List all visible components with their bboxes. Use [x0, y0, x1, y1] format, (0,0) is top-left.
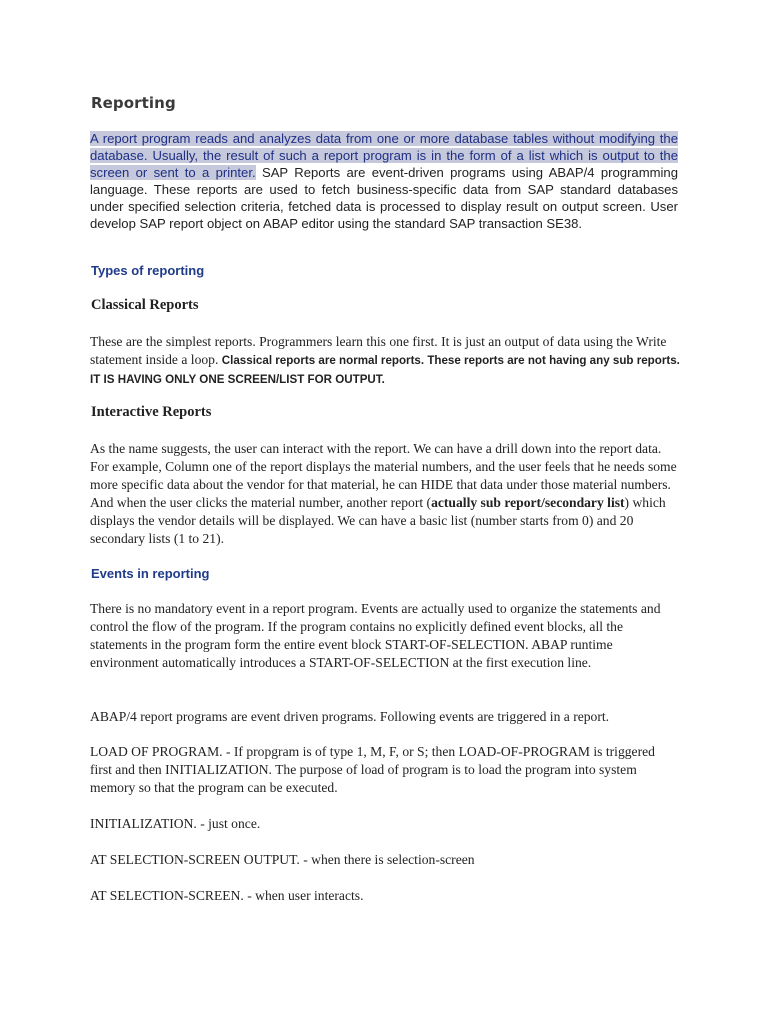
types-heading: Types of reporting — [91, 263, 205, 278]
interactive-text-before: As the name suggests, the user can interact with the report. We can have a drill down into the report data. For example, Column one of the report displays the material numbers, and the user feels that he needs some more specific data about the vendor for that material, he can HIDE that data under those material numbers. And when the user clicks the material number, another report ( — [90, 441, 677, 510]
interactive-paragraph — [90, 440, 680, 548]
classical-paragraph — [90, 333, 680, 389]
intro-paragraph — [90, 130, 678, 232]
interactive-heading: Interactive Reports — [91, 404, 212, 420]
classical-heading: Classical Reports — [91, 297, 199, 313]
classical-text: These are the simplest reports. Programmers learn this one first. It is just an output of data using the Write statement inside a loop. — [90, 334, 667, 367]
intro-rest-text: SAP Reports are event-driven programs using ABAP/4 programming language. These reports are used to fetch business-specific data from SAP standard databases under specified selection criteria, fetched data is processed to display result on output screen. User develop SAP report object on ABAP editor using the standard SAP transaction SE38. — [90, 165, 678, 231]
selection-screen-paragraph: AT SELECTION-SCREEN. - when user interacts. — [90, 888, 364, 903]
events-paragraph-1: There is no mandatory event in a report program. Events are actually used to organize the statements and control the flow of the program. If the program contains no explicitly defined event blocks, all the statements in the program form the entire event block START-OF-SELECTION. ABAP runtime environment automatically introduces a START-OF-SELECTION at the first execution line. — [90, 601, 661, 670]
interactive-bold-text: actually sub report/secondary list — [431, 495, 625, 510]
highlighted-text: A report program reads and analyzes data from one or more database tables without modifying the database. Usually, the result of such a report program is in the form of a list which is output to the screen or sent to a printer. — [90, 131, 678, 180]
selection-screen-output-paragraph: AT SELECTION-SCREEN OUTPUT. - when there is selection-screen — [90, 852, 475, 867]
classical-bold-text: Classical reports are normal reports. These reports are not having any sub reports. IT IS HAVING ONLY ONE SCREEN/LIST FOR OUTPUT. — [90, 354, 680, 386]
interactive-text-after: ) which displays the vendor details will be displayed. We can have a basic list (number starts from 0) and 20 secondary lists (1 to 21). — [90, 495, 666, 546]
events-heading: Events in reporting — [91, 566, 210, 581]
page-title: Reporting — [91, 94, 176, 112]
initialization-paragraph: INITIALIZATION. - just once. — [90, 816, 261, 831]
events-paragraph-2: ABAP/4 report programs are event driven programs. Following events are triggered in a report. — [90, 709, 610, 724]
load-of-program-paragraph: LOAD OF PROGRAM. - If propgram is of type 1, M, F, or S; then LOAD-OF-PROGRAM is triggered first and then INITIALIZATION. The purpose of load of program is to load the program into system memory so that the program can be executed. — [90, 744, 655, 795]
